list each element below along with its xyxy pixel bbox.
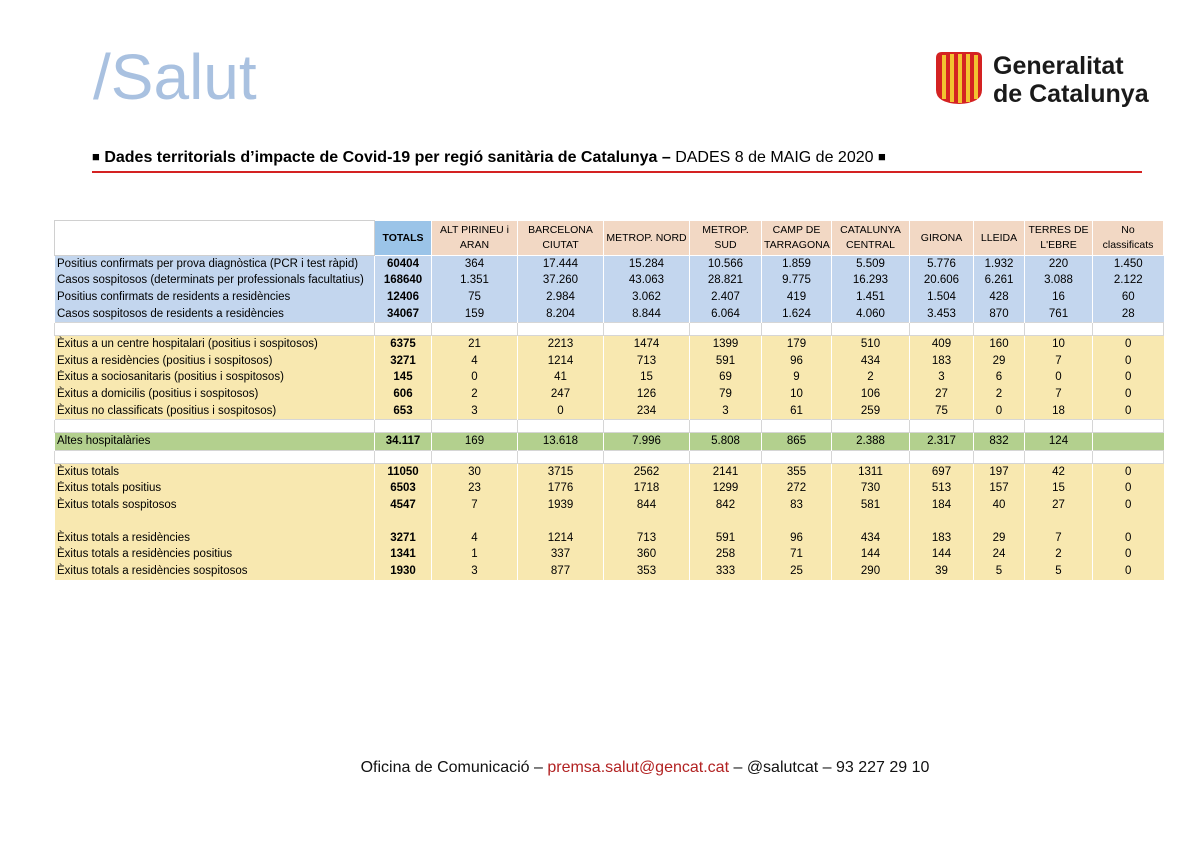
table-cell [518, 323, 604, 336]
table-cell [1093, 420, 1164, 433]
row-label: Èxitus no classificats (positius i sospitosos) [55, 403, 375, 420]
table-cell: 333 [690, 563, 762, 580]
table-cell: 409 [910, 336, 974, 353]
row-label [55, 450, 375, 463]
table-cell: 0 [432, 370, 518, 387]
table-cell [604, 420, 690, 433]
table-cell: 2 [1025, 546, 1093, 563]
column-header: ALT PIRINEU i ARAN [432, 221, 518, 256]
table-cell: 20.606 [910, 273, 974, 290]
table-cell: 25 [762, 563, 832, 580]
spacer-row [55, 450, 1164, 463]
table-cell: 0 [1093, 463, 1164, 480]
table-cell: 79 [690, 386, 762, 403]
table-cell: 157 [974, 481, 1025, 498]
column-header: No classificats [1093, 221, 1164, 256]
table-cell: 1.450 [1093, 256, 1164, 273]
column-header: METROP. SUD [690, 221, 762, 256]
table-cell: 0 [1093, 353, 1164, 370]
row-label: Èxitus a sociosanitaris (positius i sospitosos) [55, 370, 375, 387]
table-cell: 337 [518, 546, 604, 563]
total-cell: 1341 [375, 546, 432, 563]
table-row [55, 256, 1164, 273]
table-cell: 2562 [604, 463, 690, 480]
table-row [55, 306, 1164, 323]
table-cell [762, 420, 832, 433]
table-cell [690, 514, 762, 530]
table-cell [832, 420, 910, 433]
table-cell: 5 [1025, 563, 1093, 580]
row-label: Positius confirmats per prova diagnòstica (PCR i test ràpid) [55, 256, 375, 273]
table-cell: 865 [762, 433, 832, 451]
table-cell: 21 [432, 336, 518, 353]
table-cell: 28 [1093, 306, 1164, 323]
table-cell: 877 [518, 563, 604, 580]
table-cell: 2141 [690, 463, 762, 480]
table-cell: 581 [832, 497, 910, 514]
table-cell: 183 [910, 530, 974, 547]
header-blank-cell [55, 221, 375, 256]
table-cell: 6.261 [974, 273, 1025, 290]
table-row [55, 273, 1164, 290]
table-cell: 16.293 [832, 273, 910, 290]
table-cell: 1299 [690, 481, 762, 498]
table-cell: 1474 [604, 336, 690, 353]
table-cell: 1.932 [974, 256, 1025, 273]
table-cell: 5.509 [832, 256, 910, 273]
row-label: Èxitus totals a residències [55, 530, 375, 547]
generalitat-wordmark [993, 52, 1149, 108]
table-cell [432, 514, 518, 530]
table-cell: 42 [1025, 463, 1093, 480]
total-cell: 1930 [375, 563, 432, 580]
table-cell: 3.062 [604, 289, 690, 306]
table-cell: 27 [910, 386, 974, 403]
table-cell: 159 [432, 306, 518, 323]
table-cell: 434 [832, 353, 910, 370]
table-cell [604, 514, 690, 530]
table-cell: 234 [604, 403, 690, 420]
table-cell: 1214 [518, 530, 604, 547]
table-cell: 10 [762, 386, 832, 403]
title-main: Dades territorials d’impacte de Covid-19 per regió sanitària de Catalunya – [104, 149, 671, 166]
table-row [55, 481, 1164, 498]
table-cell: 9 [762, 370, 832, 387]
table-cell: 0 [1093, 403, 1164, 420]
table-cell: 434 [832, 530, 910, 547]
table-cell: 591 [690, 353, 762, 370]
table-cell: 2.407 [690, 289, 762, 306]
total-cell [375, 450, 432, 463]
table-cell: 27 [1025, 497, 1093, 514]
total-cell: 606 [375, 386, 432, 403]
row-label: Èxitus a domicilis (positius i sospitosos) [55, 386, 375, 403]
table-cell: 124 [1025, 433, 1093, 451]
table-cell: 41 [518, 370, 604, 387]
table-cell: 75 [910, 403, 974, 420]
table-cell [1025, 450, 1093, 463]
table-cell: 15 [604, 370, 690, 387]
table-cell: 1.351 [432, 273, 518, 290]
table-cell: 1311 [832, 463, 910, 480]
row-label: Èxitus a un centre hospitalari (positius i sospitosos) [55, 336, 375, 353]
total-cell: 3271 [375, 353, 432, 370]
column-header: METROP. NORD [604, 221, 690, 256]
table-cell: 43.063 [604, 273, 690, 290]
table-body [55, 256, 1164, 580]
table-cell: 272 [762, 481, 832, 498]
footer-contact [0, 759, 1200, 777]
table-cell: 126 [604, 386, 690, 403]
row-label [55, 323, 375, 336]
org-line-2: de Catalunya [993, 80, 1149, 108]
table-cell: 1399 [690, 336, 762, 353]
table-cell: 1718 [604, 481, 690, 498]
table-cell: 1776 [518, 481, 604, 498]
table-cell: 0 [518, 403, 604, 420]
table-cell: 37.260 [518, 273, 604, 290]
table-cell: 0 [1093, 481, 1164, 498]
table-cell [762, 323, 832, 336]
table-cell: 0 [1093, 530, 1164, 547]
table-cell: 2 [432, 386, 518, 403]
table-cell: 730 [832, 481, 910, 498]
table-cell: 7 [1025, 530, 1093, 547]
row-label [55, 514, 375, 530]
table-cell: 30 [432, 463, 518, 480]
table-cell [832, 450, 910, 463]
table-cell: 3715 [518, 463, 604, 480]
table-cell [832, 514, 910, 530]
table-cell [604, 450, 690, 463]
salut-brand: /Salut [93, 41, 257, 113]
table-cell [762, 514, 832, 530]
table-cell: 16 [1025, 289, 1093, 306]
table-cell: 9.775 [762, 273, 832, 290]
row-label: Exitus a residències (positius i sospitosos) [55, 353, 375, 370]
table-cell: 96 [762, 353, 832, 370]
table-cell: 355 [762, 463, 832, 480]
table-cell [762, 450, 832, 463]
table-cell [910, 323, 974, 336]
table-cell: 10.566 [690, 256, 762, 273]
total-cell: 3271 [375, 530, 432, 547]
column-header-totals: TOTALS [375, 221, 432, 256]
total-cell [375, 420, 432, 433]
table-cell: 2.388 [832, 433, 910, 451]
spacer-row [55, 514, 1164, 530]
table-cell: 183 [910, 353, 974, 370]
total-cell: 60404 [375, 256, 432, 273]
table-row [55, 403, 1164, 420]
org-line-1: Generalitat [993, 52, 1124, 80]
table-cell: 1214 [518, 353, 604, 370]
table-cell [1025, 514, 1093, 530]
table-cell: 5.808 [690, 433, 762, 451]
table-cell: 0 [1093, 386, 1164, 403]
table-cell: 7 [1025, 353, 1093, 370]
table-cell [432, 450, 518, 463]
table-cell: 832 [974, 433, 1025, 451]
title-rule [92, 171, 1142, 173]
table-cell [974, 450, 1025, 463]
column-header: TERRES DE L'EBRE [1025, 221, 1093, 256]
table-row [55, 336, 1164, 353]
table-row [55, 530, 1164, 547]
table-cell: 29 [974, 353, 1025, 370]
table-cell: 3 [690, 403, 762, 420]
table-cell [432, 420, 518, 433]
table-cell: 870 [974, 306, 1025, 323]
table-cell: 713 [604, 530, 690, 547]
row-label: Èxitus totals a residències positius [55, 546, 375, 563]
table-cell: 2.984 [518, 289, 604, 306]
table-cell [518, 514, 604, 530]
table-cell [910, 514, 974, 530]
table-cell: 1 [432, 546, 518, 563]
table-cell [910, 450, 974, 463]
table-cell: 106 [832, 386, 910, 403]
table-cell: 591 [690, 530, 762, 547]
column-header: CATALUNYA CENTRAL [832, 221, 910, 256]
table-row [55, 386, 1164, 403]
table-cell [518, 450, 604, 463]
row-label [55, 420, 375, 433]
total-cell: 34067 [375, 306, 432, 323]
table-cell: 8.844 [604, 306, 690, 323]
row-label: Èxitus totals positius [55, 481, 375, 498]
footer-prefix: Oficina de Comunicació – [360, 759, 543, 776]
row-label: Èxitus totals [55, 463, 375, 480]
table-cell: 510 [832, 336, 910, 353]
table-cell: 40 [974, 497, 1025, 514]
table-cell: 6 [974, 370, 1025, 387]
table-cell: 160 [974, 336, 1025, 353]
table-cell: 15.284 [604, 256, 690, 273]
table-cell: 247 [518, 386, 604, 403]
column-header: BARCELONA CIUTAT [518, 221, 604, 256]
table-cell: 290 [832, 563, 910, 580]
table-cell: 1939 [518, 497, 604, 514]
table-cell: 24 [974, 546, 1025, 563]
spacer-row [55, 420, 1164, 433]
table-row [55, 370, 1164, 387]
table-cell: 179 [762, 336, 832, 353]
table-cell [1093, 323, 1164, 336]
table-cell [518, 420, 604, 433]
table-cell: 96 [762, 530, 832, 547]
table-cell: 4.060 [832, 306, 910, 323]
total-cell: 6375 [375, 336, 432, 353]
total-cell: 12406 [375, 289, 432, 306]
document-title [92, 149, 886, 167]
table-cell [974, 514, 1025, 530]
table-cell [974, 420, 1025, 433]
table-cell: 144 [910, 546, 974, 563]
table-cell [690, 323, 762, 336]
table-cell: 2213 [518, 336, 604, 353]
total-cell: 34.117 [375, 433, 432, 451]
row-label: Casos sospitosos (determinats per professionals facultatius) [55, 273, 375, 290]
table-cell: 3.453 [910, 306, 974, 323]
table-row [55, 433, 1164, 451]
table-cell [832, 323, 910, 336]
table-cell: 3 [432, 563, 518, 580]
table-row [55, 463, 1164, 480]
total-cell: 653 [375, 403, 432, 420]
total-cell: 4547 [375, 497, 432, 514]
covid-data-table [54, 220, 1164, 580]
total-cell [375, 323, 432, 336]
table-row [55, 563, 1164, 580]
total-cell: 11050 [375, 463, 432, 480]
table-cell: 8.204 [518, 306, 604, 323]
title-end-marker: ■ [877, 149, 886, 164]
table-cell: 419 [762, 289, 832, 306]
table-cell: 169 [432, 433, 518, 451]
table-cell: 13.618 [518, 433, 604, 451]
table-cell: 713 [604, 353, 690, 370]
table-cell: 0 [1093, 563, 1164, 580]
table-cell: 83 [762, 497, 832, 514]
table-cell: 0 [1093, 546, 1164, 563]
table-row [55, 497, 1164, 514]
table-cell: 0 [1093, 370, 1164, 387]
table-cell: 184 [910, 497, 974, 514]
table-cell: 0 [974, 403, 1025, 420]
table-cell [974, 323, 1025, 336]
table-cell: 197 [974, 463, 1025, 480]
table-cell: 28.821 [690, 273, 762, 290]
table-cell: 258 [690, 546, 762, 563]
generalitat-shield-icon [934, 50, 984, 105]
table-cell: 23 [432, 481, 518, 498]
table-cell: 0 [1025, 370, 1093, 387]
table-cell: 29 [974, 530, 1025, 547]
table-cell: 60 [1093, 289, 1164, 306]
table-cell: 428 [974, 289, 1025, 306]
table-cell [1025, 420, 1093, 433]
table-cell: 69 [690, 370, 762, 387]
table-cell: 259 [832, 403, 910, 420]
column-header: CAMP DE TARRAGONA [762, 221, 832, 256]
table-cell: 842 [690, 497, 762, 514]
row-label: Positius confirmats de residents a residències [55, 289, 375, 306]
table-row [55, 546, 1164, 563]
column-header: GIRONA [910, 221, 974, 256]
table-cell: 39 [910, 563, 974, 580]
table-cell: 0 [1093, 336, 1164, 353]
table-cell: 353 [604, 563, 690, 580]
table-cell: 4 [432, 530, 518, 547]
table-cell: 6.064 [690, 306, 762, 323]
table-cell [1025, 323, 1093, 336]
table-cell [910, 420, 974, 433]
table-cell: 364 [432, 256, 518, 273]
table-cell: 2 [974, 386, 1025, 403]
footer-suffix: – @salutcat – 93 227 29 10 [733, 759, 930, 776]
table-cell: 3.088 [1025, 273, 1093, 290]
table-header-row [55, 221, 1164, 256]
table-cell: 1.451 [832, 289, 910, 306]
table-cell: 5.776 [910, 256, 974, 273]
table-cell [432, 323, 518, 336]
total-cell: 168640 [375, 273, 432, 290]
table-cell: 360 [604, 546, 690, 563]
table-cell: 5 [974, 563, 1025, 580]
column-header: LLEIDA [974, 221, 1025, 256]
table-cell: 697 [910, 463, 974, 480]
total-cell: 145 [375, 370, 432, 387]
table-cell [1093, 514, 1164, 530]
table-cell [1093, 450, 1164, 463]
table-cell: 7.996 [604, 433, 690, 451]
row-label: Altes hospitalàries [55, 433, 375, 451]
table-cell [690, 450, 762, 463]
title-date: DADES 8 de MAIG de 2020 [675, 149, 874, 166]
table-cell: 513 [910, 481, 974, 498]
table-cell: 71 [762, 546, 832, 563]
table-cell: 4 [432, 353, 518, 370]
table-cell: 144 [832, 546, 910, 563]
table-cell: 15 [1025, 481, 1093, 498]
table-cell: 75 [432, 289, 518, 306]
row-label: Èxitus totals a residències sospitosos [55, 563, 375, 580]
table-cell: 844 [604, 497, 690, 514]
table-cell: 1.504 [910, 289, 974, 306]
total-cell [375, 514, 432, 530]
table-cell [1093, 433, 1164, 451]
table-cell: 18 [1025, 403, 1093, 420]
table-cell: 17.444 [518, 256, 604, 273]
table-cell: 761 [1025, 306, 1093, 323]
row-label: Èxitus totals sospitosos [55, 497, 375, 514]
table-cell: 2.122 [1093, 273, 1164, 290]
table-cell: 1.859 [762, 256, 832, 273]
table-cell: 3 [910, 370, 974, 387]
spacer-row [55, 323, 1164, 336]
table-cell: 3 [432, 403, 518, 420]
row-label: Casos sospitosos de residents a residències [55, 306, 375, 323]
footer-email-link[interactable]: premsa.salut@gencat.cat [547, 759, 730, 776]
title-marker: ■ [92, 149, 100, 164]
table-cell: 2 [832, 370, 910, 387]
table-cell: 7 [432, 497, 518, 514]
table-row [55, 289, 1164, 306]
table-cell: 220 [1025, 256, 1093, 273]
table-row [55, 353, 1164, 370]
table-cell [690, 420, 762, 433]
table-cell: 0 [1093, 497, 1164, 514]
table-cell: 61 [762, 403, 832, 420]
table-cell: 1.624 [762, 306, 832, 323]
table-cell [604, 323, 690, 336]
total-cell: 6503 [375, 481, 432, 498]
table-cell: 2.317 [910, 433, 974, 451]
table-cell: 7 [1025, 386, 1093, 403]
table-cell: 10 [1025, 336, 1093, 353]
